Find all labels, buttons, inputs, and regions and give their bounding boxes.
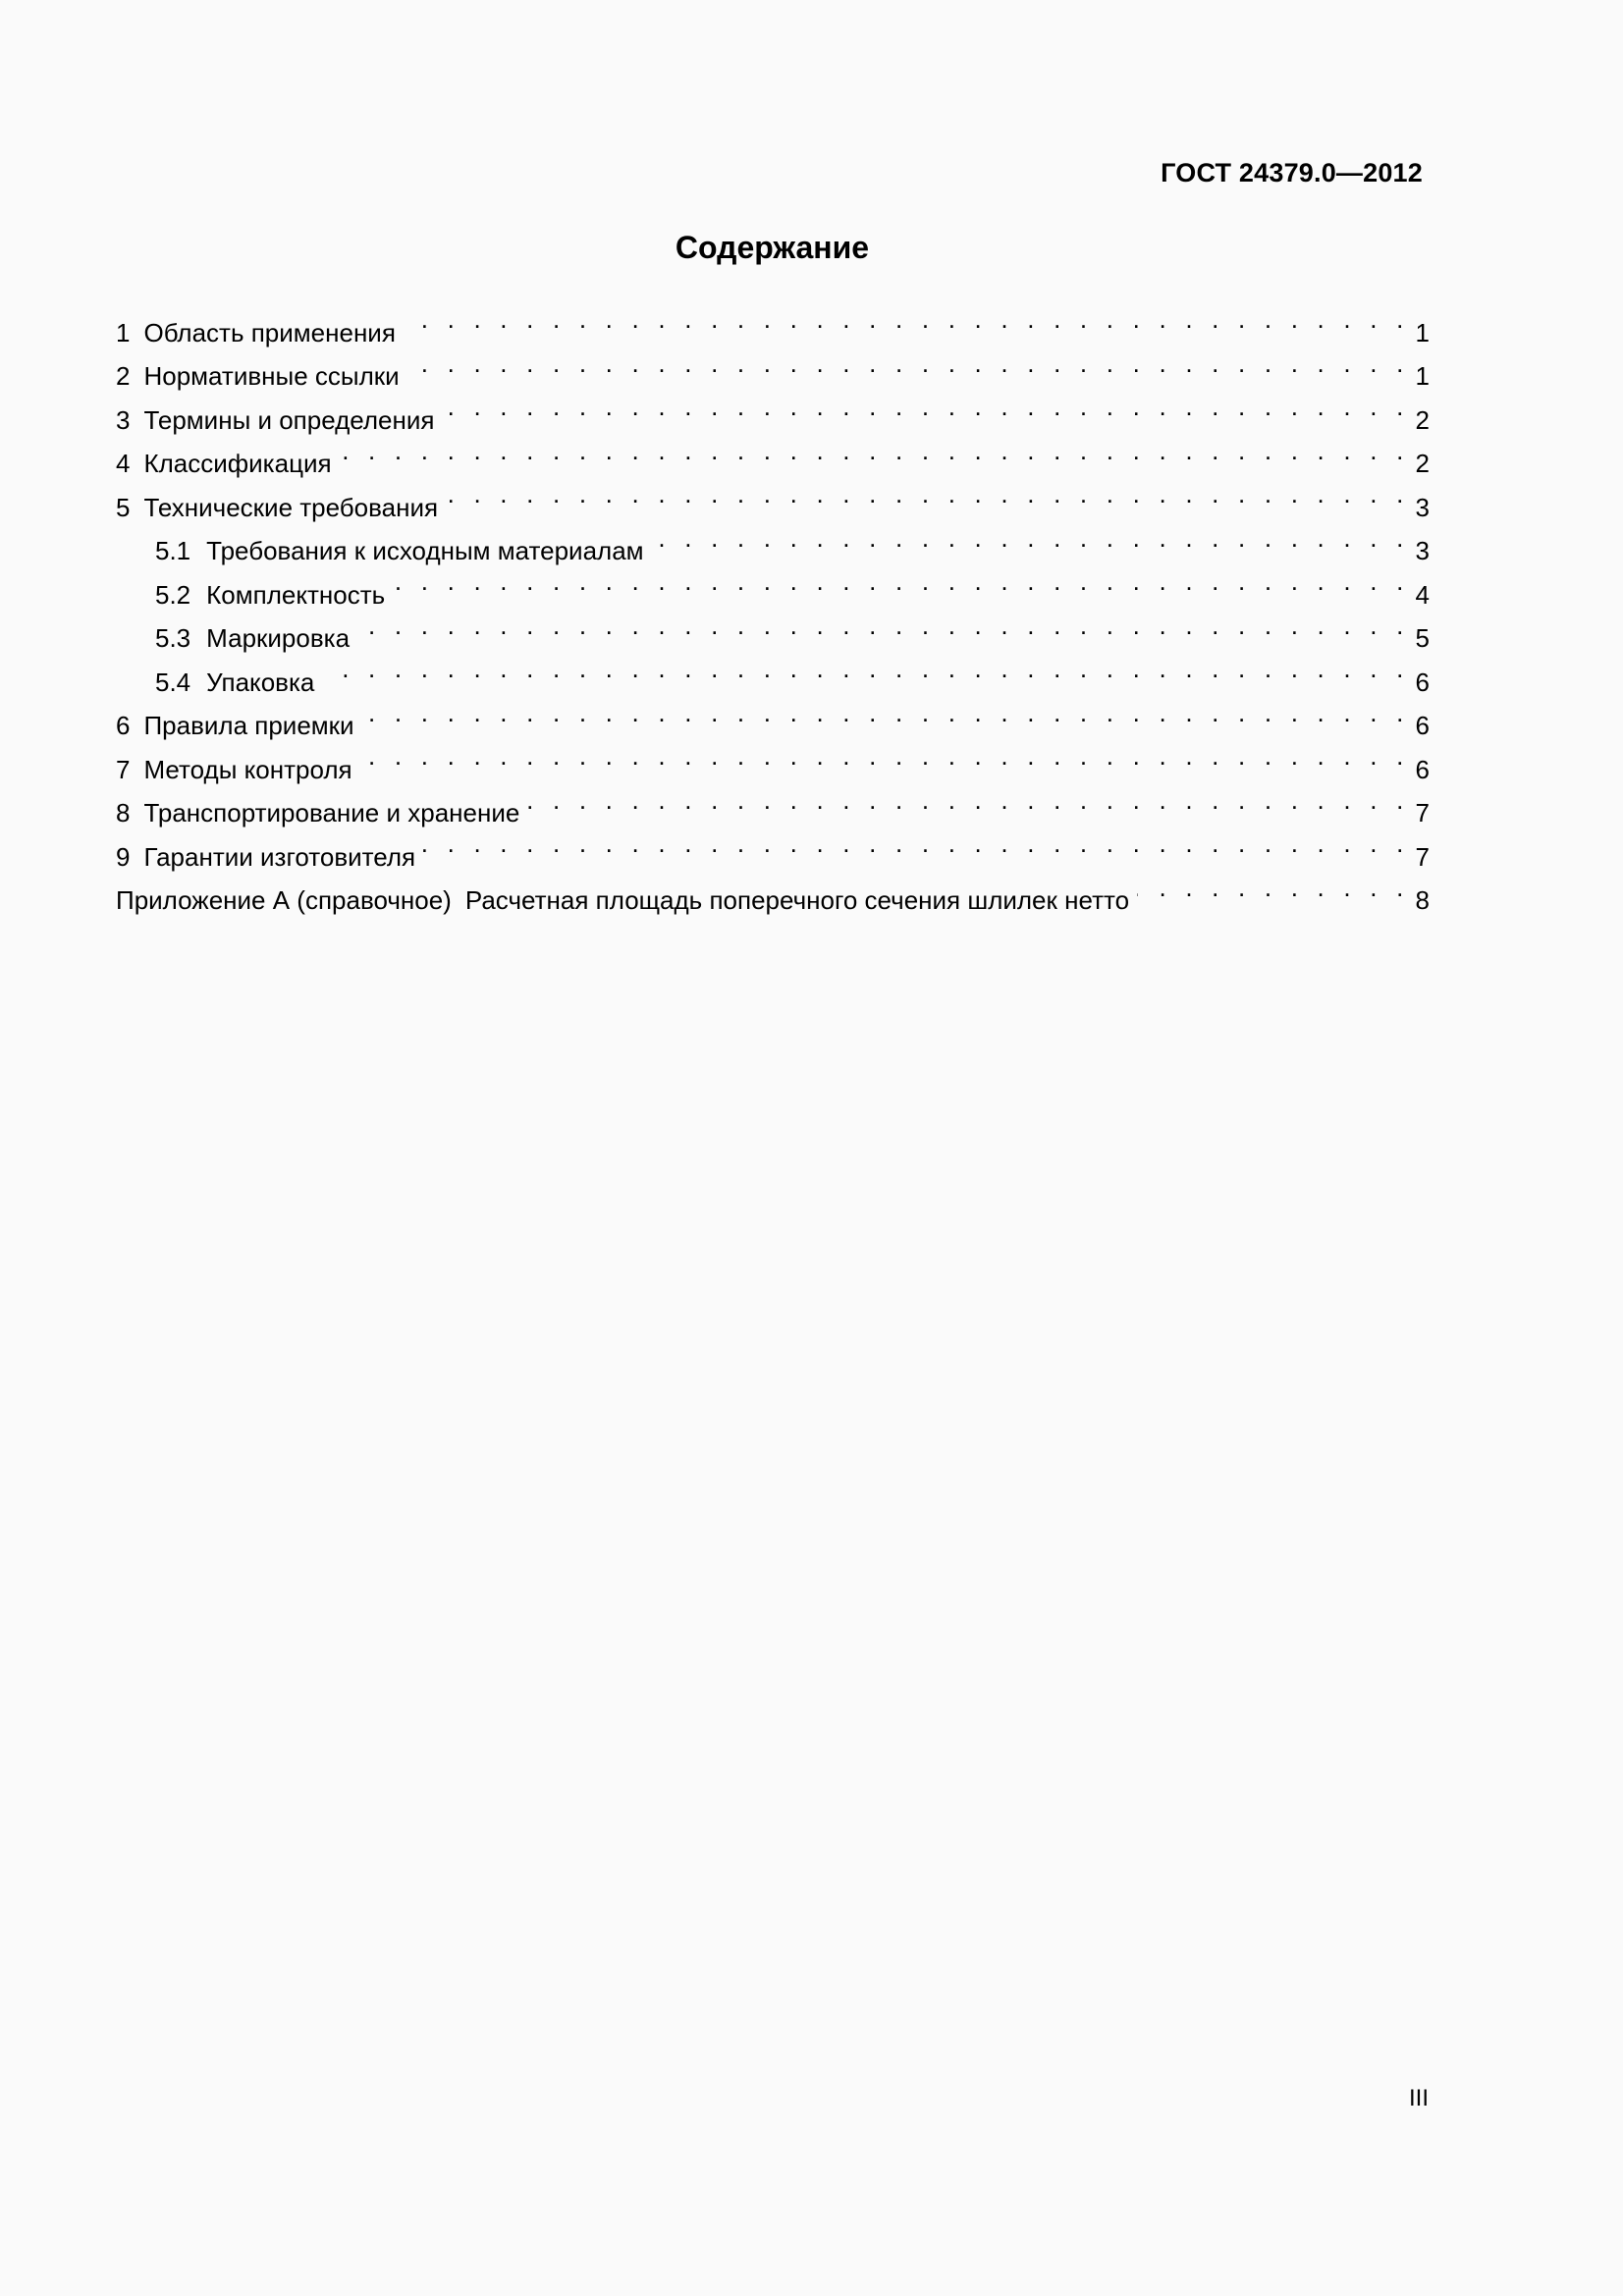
toc-item-title: Правила приемки [143, 711, 354, 740]
toc-item-number: 7 [116, 754, 131, 784]
toc-item-number: 6 [116, 711, 131, 740]
toc-item-number: 2 [116, 361, 131, 391]
toc-item-title: Маркировка [206, 623, 351, 653]
toc-item-page: 5 [1415, 623, 1430, 653]
toc-item-1[interactable] [116, 297, 1430, 347]
toc-item-number: 5.4 [155, 667, 191, 697]
toc-item-page: 7 [1415, 798, 1430, 828]
toc-title: Содержание [675, 230, 870, 265]
toc-item-title: Расчетная площадь поперечного сечения шлилек нетто [464, 885, 1130, 915]
toc-dot-leader [340, 429, 1410, 473]
toc-dot-leader [322, 647, 1409, 691]
toc-item-page: 8 [1415, 885, 1430, 915]
toc-appendix-label: Приложение А (справочное) [116, 885, 452, 915]
toc-dot-leader [393, 560, 1409, 604]
toc-item-title: Транспортирование и хранение [143, 798, 520, 828]
toc-dot-leader [357, 604, 1409, 648]
toc-item-page: 6 [1415, 667, 1430, 697]
toc-dot-leader [423, 822, 1409, 866]
toc-dot-leader [652, 516, 1410, 561]
toc-item-page: 2 [1415, 449, 1430, 478]
toc-item-page: 6 [1415, 711, 1430, 740]
toc-item-number: 5.3 [155, 623, 191, 653]
toc-item-title: Гарантии изготовителя [143, 841, 416, 872]
document-code: ГОСТ 24379.0—2012 [1161, 158, 1423, 187]
toc-item-title: Технические требования [143, 492, 439, 522]
toc-item-page: 6 [1415, 754, 1430, 784]
toc-dot-leader [404, 297, 1410, 342]
toc-item-number: 4 [116, 449, 131, 478]
toc-dot-leader [442, 385, 1409, 429]
toc-item-title: Комплектность [206, 579, 386, 610]
toc-item-number: 1 [116, 317, 131, 347]
toc-item-number: 3 [116, 404, 131, 435]
toc-dot-leader [362, 691, 1410, 735]
page-number: III [1408, 2085, 1429, 2111]
toc-item-title: Требования к исходным материалам [206, 536, 644, 565]
toc-item-title: Термины и определения [143, 404, 435, 435]
toc-item-page: 3 [1415, 536, 1430, 565]
toc-item-page: 4 [1415, 579, 1430, 610]
toc-item-title: Методы контроля [143, 754, 352, 784]
toc-dot-leader [407, 342, 1410, 386]
toc-item-page: 1 [1415, 317, 1430, 347]
toc-dot-leader [360, 734, 1410, 778]
toc-item-title: Область применения [143, 317, 396, 347]
toc-item-number: 5 [116, 492, 131, 522]
toc-dot-leader [1137, 866, 1409, 910]
toc-dot-leader [446, 472, 1409, 516]
toc-item-page: 2 [1415, 404, 1430, 435]
toc-item-page: 3 [1415, 492, 1430, 522]
table-of-contents [116, 297, 1430, 915]
toc-item-number: 9 [116, 841, 131, 872]
toc-dot-leader [527, 778, 1409, 823]
toc-item-number: 5.2 [155, 579, 191, 610]
toc-item-number: 8 [116, 798, 131, 828]
toc-item-number: 5.1 [155, 536, 191, 565]
toc-item-title: Нормативные ссылки [143, 361, 400, 391]
toc-item-page: 7 [1415, 841, 1430, 872]
toc-item-title: Классификация [143, 449, 332, 478]
toc-item-title: Упаковка [206, 667, 315, 697]
toc-item-page: 1 [1415, 361, 1430, 391]
